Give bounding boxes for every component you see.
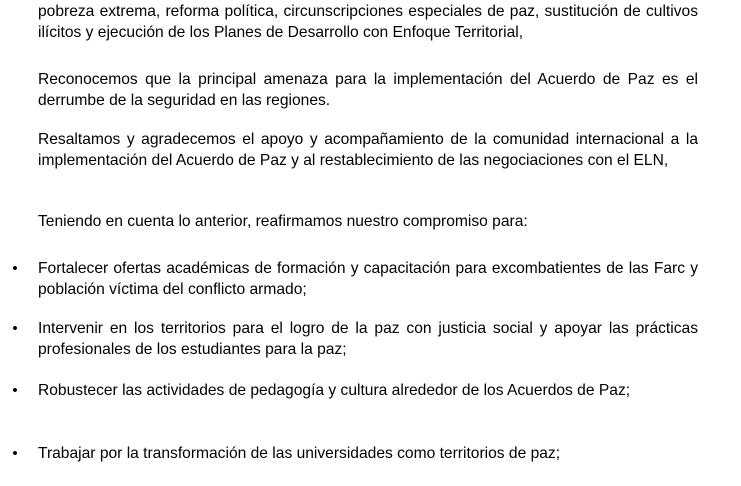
- bullet-item-universities: Trabajar por la transformación de las universidades como territorios de paz;: [38, 445, 561, 462]
- paragraph-commitment-lead: Teniendo en cuenta lo anterior, reafirmamos nuestro compromiso para:: [38, 213, 528, 230]
- bullet-item-academic-offers: Fortalecer ofertas académicas de formación y capacitación para excombatientes de las Farc y población víctima del conflicto armado;: [38, 260, 698, 298]
- bullet-icon: •: [12, 320, 18, 337]
- bullet-icon: •: [12, 260, 18, 277]
- bullet-icon: •: [12, 382, 18, 399]
- bullet-item-territories: Intervenir en los territorios para el logro de la paz con justicia social y apoyar las prácticas profesionales de los estudiantes para la paz;: [38, 320, 698, 358]
- bullet-item-pedagogy: Robustecer las actividades de pedagogía y cultura alrededor de los Acuerdos de Paz;: [38, 382, 631, 399]
- paragraph-intro-continuation: pobreza extrema, reforma política, circunscripciones especiales de paz, sustitución de cultivos ilícitos y ejecución de los Planes de Desarrollo con Enfoque Territorial,: [38, 3, 698, 41]
- paragraph-international-support: Resaltamos y agradecemos el apoyo y acompañamiento de la comunidad internacional a la implementación del Acuerdo de Paz y al restablecimiento de las negociaciones con el ELN,: [38, 131, 698, 169]
- paragraph-security-threat: Reconocemos que la principal amenaza para la implementación del Acuerdo de Paz es el derrumbe de la seguridad en las regiones.: [38, 71, 698, 109]
- bullet-icon: •: [12, 445, 18, 462]
